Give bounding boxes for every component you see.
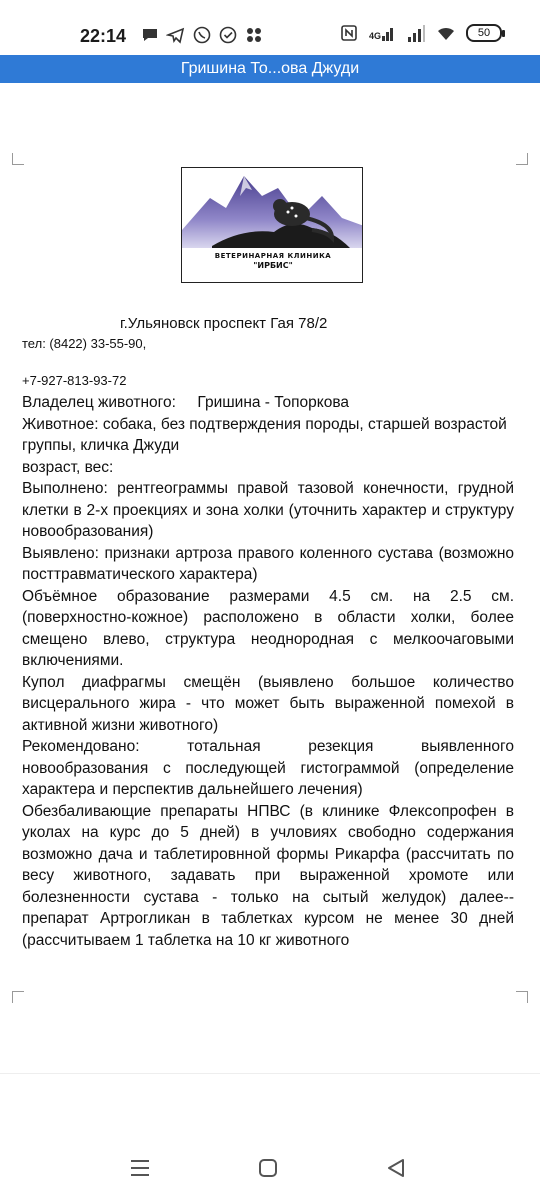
message-icon <box>140 25 160 45</box>
app-grid-icon <box>244 25 264 45</box>
document-title-bar[interactable] <box>0 55 540 83</box>
clinic-address: г.Ульяновск проспект Гая 78/2 <box>120 315 328 332</box>
crop-mark-top-right <box>516 153 528 165</box>
status-bar <box>0 0 540 58</box>
battery-icon <box>466 24 502 42</box>
network-type: 4G <box>368 31 381 41</box>
report-body <box>22 392 514 951</box>
recommended-paragraph: Рекомендовано: тотальная резекция выявленного новообразования с последующей гистограммой (определение характера и перспектив дальнейшего лечения) <box>22 738 514 798</box>
logo-clinic-name: "ИРБИС" <box>253 261 293 270</box>
viber-icon <box>192 25 212 45</box>
battery-level: 50 <box>477 27 491 39</box>
crop-mark-bottom-right <box>516 991 528 1003</box>
document-title: Гришина То...ова Джуди <box>180 60 360 77</box>
system-icons <box>339 23 502 43</box>
clinic-mobile: +7-927-813-93-72 <box>22 373 127 388</box>
status-time: 22:14 <box>80 26 127 46</box>
logo-caption: ВЕТЕРИНАРНАЯ КЛИНИКА <box>214 252 332 260</box>
crop-mark-top-left <box>12 153 24 165</box>
wifi-icon <box>436 23 456 43</box>
clinic-logo <box>181 167 363 283</box>
document-page[interactable] <box>0 83 540 1073</box>
mass-paragraph: Объёмное образование размерами 4.5 см. на 2.5 см. (поверхностно-кожное) расположено в области холки, более смещено влево, структура неоднородная с мелкоочаговыми включениями. <box>22 587 514 669</box>
signal-icon <box>369 25 396 41</box>
home-icon[interactable] <box>256 1156 280 1180</box>
check-circle-icon <box>218 25 238 45</box>
age-weight-line: возраст, вес: <box>22 458 114 476</box>
back-icon[interactable] <box>384 1156 408 1180</box>
nfc-icon <box>339 23 359 43</box>
performed-paragraph: Выполнено: рентгеограммы правой тазовой конечности, грудной клетки в 2-х проекциях и зона холки (уточнить характер и структуру новообразования) <box>22 480 514 540</box>
clinic-phone: тел: (8422) 33-55-90, <box>22 336 147 351</box>
signal-bars-icon <box>406 23 426 43</box>
medication-paragraph: Обезбаливающие препараты НПВС (в клинике Флексопрофен в уколах на курс до 5 дней) в учловиях свободно содержания возможно дача и таблетировнной формы Рикарфа (рассчитать по весу животного, задавать при выраженной хромоте или болезненности сустава - только на сытый желудок) далее--препарат Артрогликан в таблетках курсом не менее 30 дней (рассчитываем 1 таблетка на 10 кг животного <box>22 802 514 949</box>
notification-icons <box>140 25 264 45</box>
owner-line: Владелец животного: Гришина - Топоркова <box>22 394 350 411</box>
animal-line: Животное: собака, без подтверждения породы, старшей возрастой группы, кличка Джуди <box>22 415 507 454</box>
system-nav-bar <box>0 1073 540 1200</box>
findings-paragraph: Выявлено: признаки артроза правого коленного сустава (возможно посттравматического характера) <box>22 544 514 583</box>
crop-mark-bottom-left <box>12 991 24 1003</box>
diaphragm-paragraph: Купол диафрагмы смещён (выявлено большое количество висцерального жира - что может быть выраженной помехой в активной жизни животного) <box>22 673 514 734</box>
telegram-icon <box>166 25 186 45</box>
menu-icon[interactable] <box>128 1156 152 1180</box>
